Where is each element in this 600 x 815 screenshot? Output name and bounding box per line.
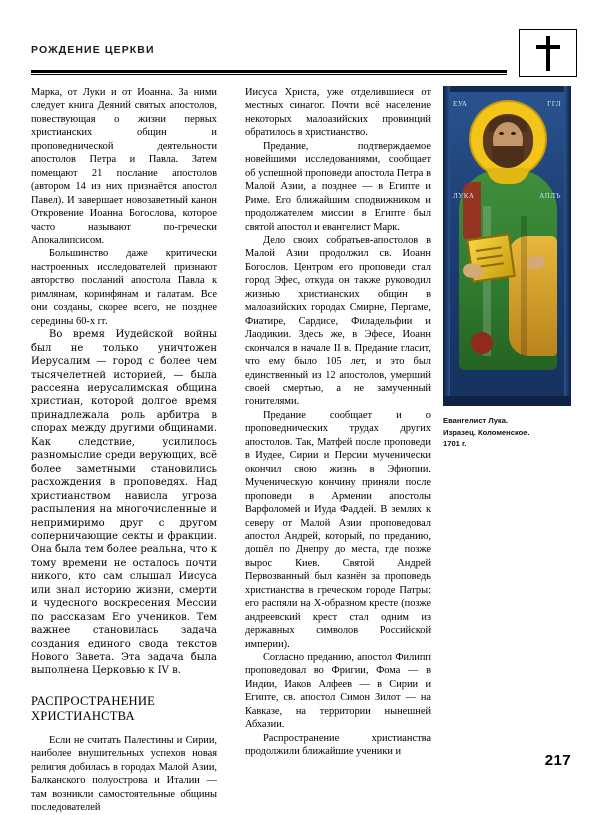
beard: [492, 146, 524, 168]
inscription-bottom-right: АПЛЪ: [539, 192, 561, 200]
left-text-column: [31, 86, 217, 815]
tile-edge-left: [443, 86, 450, 406]
book-line: [476, 246, 502, 252]
tile-edge-bottom: [443, 396, 571, 406]
red-ornament: [471, 332, 493, 354]
paragraph: Во время Иудейской войны был не только уничтожен Иерусалим — город с более чем тысячелетней историей, — была рассеяна иерусалимская община христиан, которой долгое время принадлежала роль арбитра в спорах между другими общинами. Как следствие, усилилось разномыслие среди верующих, всё более заметными становились расхождения в проповедях. Над христианством нависла угроза распыления на многочисленные и непримиримо друг с другом соперничающие секты и фракции. Она была тем более реальна, что к тому времени не осталось почти никого, кто сам слышал Иисуса или знал историю жизни, смерти и чудесного воскресения Мессии по рассказам Его учеников. Тем важнее становилась задача создания единого свода текстов Нового Завета. Эта задача была выполнена Церковью к IV в.: [31, 329, 217, 677]
book-line: [477, 254, 503, 260]
ochre-drape: [509, 236, 557, 356]
paragraph: Иисуса Христа, уже отделившиеся от местных синагог. Почти всё население некоторых малоазийских провинций обратилось в христианство.: [245, 87, 431, 139]
paragraph: Большинство даже критически настроенных исследователей признают авторство посланий апостола Павла к римлянам, коринфянам и галатам. Все они созданы, скорее всего, не позднее середины 60-х гг.: [31, 248, 217, 327]
caption-line: 1701 г.: [443, 439, 467, 448]
paragraph: Если не считать Палестины и Сирии, наиболее внушительных успехов новая религия добилась в городах Малой Азии, Балканского полуострова и Италии — там возникли самостоятельные общины последователей: [31, 734, 217, 814]
figure-caption: [443, 415, 571, 450]
header-rule-thin: [31, 74, 507, 75]
paragraph: Дело своих собратьев-апостолов в Малой Азии продолжил св. Иоанн Богослов. Центром его проповеди стал город Эфес, откуда он также руководил жизнью христианских общин в малоазийских городах Смирне, Пергаме, Фиатире, Сардисе, Филадельфии и Лаодикии. Здесь же, в Эфесе, Иоанн скончался в начале II в. Предание гласит, что ему было 105 лет, и это был единственный из 12 апостолов, умерший своей смертью, а не замученный гонителями.: [245, 234, 431, 408]
eye-left: [499, 132, 504, 135]
section-title: РАСПРОСТРАНЕНИЕ ХРИСТИАНСТВА: [31, 693, 156, 724]
inscription-bottom-left: ЛУКА: [453, 192, 475, 200]
running-head: РОЖДЕНИЕ ЦЕРКВИ: [31, 44, 155, 56]
robe-fold-shadow: [521, 216, 527, 356]
paragraph: Предание сообщает и о проповеднических трудах других апостолов. Так, Матфей после проповеди в Иудее, Сирии и Персии мученически окончил свою жизнь в Эфиопии. Мученическую кончину приняли после проповеди в Армении апостолы Варфоломей и Иуда Фаддей. В землях к северу от Малой Азии проповедовал апостол Андрей, который, по преданию, дошёл по Днепру до места, где позже вырос Киев. Святой Андрей Первозванный был казнён за проповедь христианства в греческом городе Патры: его распяли на Х-образном кресте (позже андреевский крест стал одним из державных символов Российской империи).: [245, 409, 431, 650]
paragraph: Согласно преданию, апостол Филипп проповедовал во Фригии, Фома — в Индии, Иаков Алфеев — в Сирии и Египте, св. апостол Симон Зилот — на Кавказе, на территории нынешней Абхазии.: [245, 652, 431, 731]
paragraph: Марка, от Луки и от Иоанна. За ними следует книга Деяний святых апостолов, повествующая о жизни первых христианских общин и проповеднической деятельности апостолов Петра и Павла. Затем помещают 21 послание апостолов (автором 14 из них признаётся апостол Павел). И завершает новозаветный канон Откровение Иоанна Богослова, которое часто называют по-гречески Апокалипсисом.: [31, 87, 217, 246]
paragraph: Предание, подтверждаемое новейшими исследованиями, сообщает об успешной проповеди апостола Петра в Малой Азии, а позднее — в Египте и Риме. Его ближайшим сподвижником и продолжателем миссии в Египте был святой апостол и евангелист Марк.: [245, 140, 431, 233]
inscription-top-right: ГГЛ: [547, 100, 561, 108]
figure: [443, 86, 571, 450]
eye-right: [511, 132, 516, 135]
inscription-top-left: ЕУА: [453, 100, 468, 108]
figure-image: [443, 86, 571, 406]
robe-red-accent: [463, 182, 481, 242]
page-number: 217: [544, 752, 571, 769]
paragraph: Распространение христианства продолжили ближайшие ученики и: [245, 732, 431, 758]
tile-edge-right: [564, 86, 571, 406]
right-text-column: [245, 86, 431, 759]
header-rule: [31, 70, 507, 73]
cross-icon: [546, 36, 550, 71]
tile-edge-top: [443, 86, 571, 92]
cross-icon-crossbar: [536, 45, 560, 49]
caption-line: Изразец. Коломенское.: [443, 427, 530, 437]
cross-emblem-box: [519, 29, 577, 77]
caption-line: Евангелист Лука.: [443, 416, 509, 425]
